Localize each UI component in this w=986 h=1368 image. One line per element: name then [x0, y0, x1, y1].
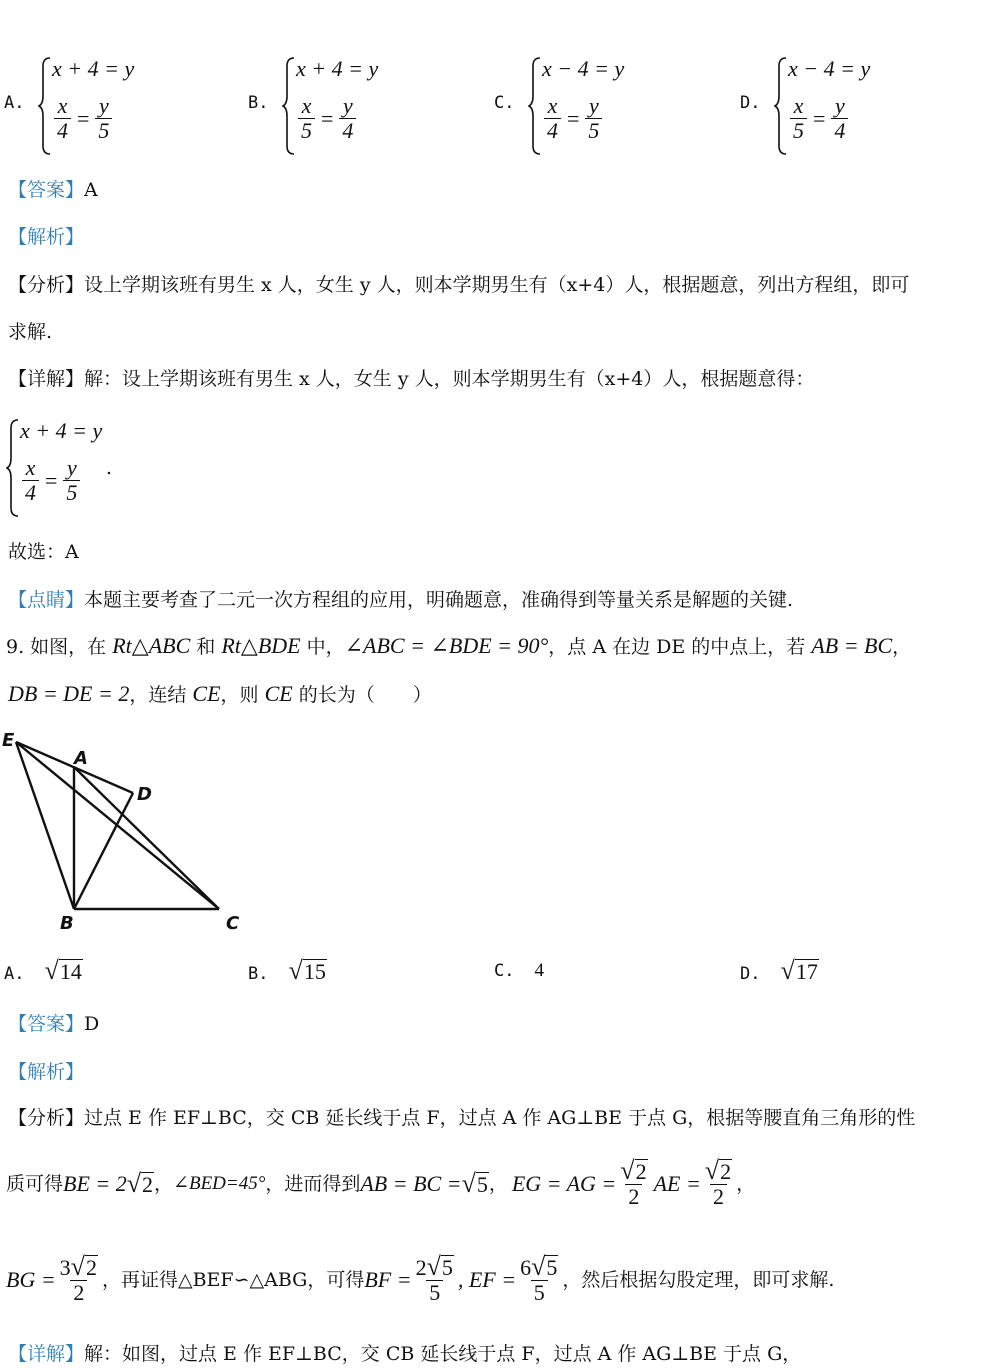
q9-stem-line1: 9. 如图，在 Rt△ABC 和 Rt△BDE 中，∠ABC = ∠BDE = 90°，点 A 在边 DE 的中点上，若 AB = BC， — [6, 633, 912, 658]
q9-xiangjie: 【详解】解：如图，过点 E 作 EF⊥BC，交 CB 延长线于点 F，过点 A 作 AG⊥BE 于点 G， — [8, 1343, 802, 1365]
label-b: B — [60, 913, 74, 934]
brace-icon — [6, 418, 20, 518]
q8-xiangjie: 【详解】解：设上学期该班有男生 x 人，女生 y 人，则本学期男生有（x+4）人，根据题意得： — [8, 368, 815, 390]
brace-icon — [528, 56, 542, 156]
q9-option-b: B. √ 15 — [248, 956, 326, 985]
q9-analysis-tag: 【解析】 — [8, 1061, 85, 1083]
q8-option-d-system: x − 4 = y $\frac{x}{5}$ = $\frac{y}{4}$ — [774, 56, 934, 156]
q8-option-d-label: D. — [740, 93, 761, 113]
label-c: C — [226, 913, 240, 934]
q9-option-a: A. √ 14 — [4, 956, 82, 985]
label-a: A — [74, 748, 88, 769]
q8-fenxi-line2: 求解. — [8, 321, 53, 343]
q9-stem-line2: DB = DE = 2，连结 CE，则 CE 的长为（ ） — [8, 681, 432, 706]
segment-bd — [74, 793, 133, 909]
q9-option-c: C. 4 — [494, 960, 545, 981]
brace-icon — [282, 56, 296, 156]
q8-dianjing: 【点睛】本题主要考查了二元一次方程组的应用，明确题意，准确得到等量关系是解题的关键. — [8, 589, 794, 611]
q8-choose: 故选：A — [8, 541, 79, 563]
label-d: D — [137, 784, 152, 805]
q8-solution-system: x + 4 = y $\frac{x}{4}$ = $\frac{y}{5}$ — [6, 418, 146, 518]
q9-fenxi-line2: 质可得 BE = 2 √ 2 ， ∠BED=45° ，进而得到 AB = BC = √ 5 ， EG = AG = √ 2 2 AE = √ 2 2 ， — [6, 1156, 756, 1209]
q8-answer: 【答案】A — [8, 179, 98, 201]
q9-option-d: D. √ 17 — [740, 956, 818, 985]
q8-option-b-label: B. — [248, 93, 269, 113]
q8-option-a-system: x + 4 = y $\frac{x}{4}$ = $\frac{y}{5}$ — [38, 56, 198, 156]
q8-analysis-tag: 【解析】 — [8, 226, 85, 248]
q8-option-c-system: x − 4 = y $\frac{x}{4}$ = $\frac{y}{5}$ — [528, 56, 688, 156]
q9-figure — [0, 722, 250, 937]
brace-icon — [774, 56, 788, 156]
q9-fenxi-line3: BG = 3 √ 2 2 ，再证得△BEF∽△ABG，可得 BF = 2 √ 5 5 , EF = 6 √ 5 5 ，然后根据勾股定理，即可求解. — [6, 1252, 835, 1305]
label-e: E — [2, 730, 15, 751]
brace-icon — [38, 56, 52, 156]
q8-option-b-system: x + 4 = y $\frac{x}{5}$ = $\frac{y}{4}$ — [282, 56, 442, 156]
q8-option-a-label: A. — [4, 93, 25, 113]
q8-option-c-label: C. — [494, 93, 515, 113]
q9-answer: 【答案】D — [8, 1013, 100, 1035]
q8-system-end: . — [106, 457, 113, 479]
q8-fenxi-line1: 【分析】设上学期该班有男生 x 人，女生 y 人，则本学期男生有（x+4）人，根据题意，列出方程组，即可 — [8, 274, 910, 296]
q9-fenxi-line1: 【分析】过点 E 作 EF⊥BC，交 CB 延长线于点 F，过点 A 作 AG⊥BE 于点 G，根据等腰直角三角形的性 — [8, 1107, 916, 1129]
